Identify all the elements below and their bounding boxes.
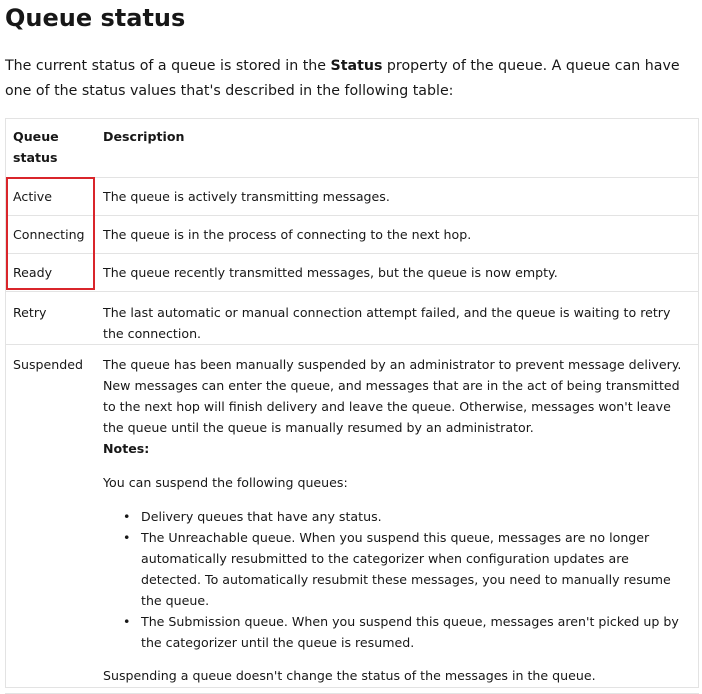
list-item (123, 527, 691, 611)
header-queue-status-line2: status (13, 150, 58, 165)
header-description: Description (103, 129, 185, 144)
intro-bold-status: Status (330, 58, 383, 74)
suspendable-queues-list (103, 506, 691, 653)
queue-status-table (5, 118, 699, 694)
status-cell: Suspended (13, 356, 83, 372)
status-cell: Connecting (13, 226, 85, 242)
page-title: Queue status (5, 4, 186, 32)
status-cell: Active (13, 188, 52, 204)
notes-label: Notes: (103, 440, 150, 456)
description-cell: The last automatic or manual connection attempt failed, and the queue is waiting to retry the connection. (103, 304, 671, 341)
suspended-description: The queue has been manually suspended by an administrator to prevent message delivery. New messages can enter the queue, and messages that are in the act of being transmitted to the next hop will finish delivery and leave the queue. Otherwise, messages won't leave the queue until the queue is manually resumed by an administrator. (103, 356, 682, 435)
intro-text-end: property of the queue. A queue can have one of the status values that's described in the following table: (5, 58, 680, 99)
suspend-intro: You can suspend the following queues: (103, 474, 348, 490)
list-item-text: The Unreachable queue. When you suspend this queue, messages are no longer automatically resubmitted to the categorizer when configuration updates are detected. To automatically resubmit these messages, you need to manually resume the queue. (141, 529, 671, 608)
description-cell (103, 344, 699, 693)
table-row (5, 215, 699, 253)
table-row (5, 291, 699, 344)
intro-text-start: The current status of a queue is stored in the (5, 58, 331, 74)
header-queue-status (5, 118, 103, 177)
table-row (5, 253, 699, 291)
closing-note: Suspending a queue doesn't change the status of the messages in the queue. (103, 667, 596, 683)
description-cell: The queue is in the process of connecting to the next hop. (103, 226, 472, 242)
intro-paragraph (5, 54, 700, 104)
bullet-icon: • (123, 508, 131, 524)
header-queue-status-line1: Queue (13, 129, 59, 144)
list-item (123, 611, 691, 653)
bullet-icon: • (123, 529, 131, 545)
status-cell: Ready (13, 264, 53, 280)
table-header-row (5, 118, 699, 177)
list-item (123, 506, 691, 527)
status-cell: Retry (13, 304, 47, 320)
table-row-suspended (5, 344, 699, 693)
list-item-text: Delivery queues that have any status. (141, 508, 382, 524)
list-item-text: The Submission queue. When you suspend this queue, messages aren't picked up by the categorizer until the queue is resumed. (141, 613, 679, 650)
table-row (5, 177, 699, 215)
bullet-icon: • (123, 613, 131, 629)
description-cell: The queue is actively transmitting messages. (103, 188, 390, 204)
description-cell: The queue recently transmitted messages, but the queue is now empty. (103, 264, 558, 280)
